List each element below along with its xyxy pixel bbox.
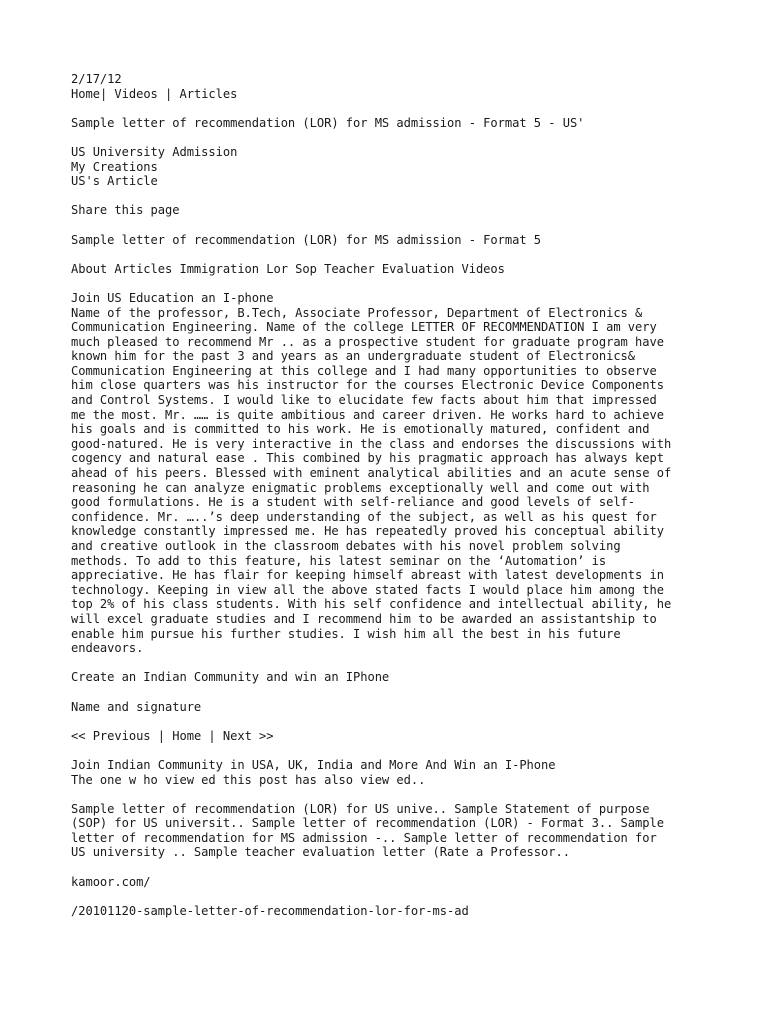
nav-separator: | — [157, 86, 180, 101]
body-line: endeavors. — [71, 641, 144, 656]
top-nav — [71, 87, 711, 102]
site-link-us-university-admission[interactable]: US University Admission — [71, 144, 238, 159]
document-page — [71, 72, 711, 918]
nav-videos-link[interactable]: Videos — [114, 86, 158, 101]
pager — [71, 729, 711, 744]
header-block — [71, 72, 711, 101]
body-line: top 2% of his class students. With his self confidence and intellectual ability, he — [71, 597, 672, 612]
footer-domain-block — [71, 875, 711, 890]
body-line: known him for the past 3 and years as an undergraduate student of Electronics& — [71, 349, 636, 364]
body-line: cogency and natural ease . This combined by his pragmatic approach has always kept — [71, 451, 664, 466]
body-line: methods. To add to this feature, his latest seminar on the ‘Automation’ is — [71, 553, 607, 568]
signature-block — [71, 700, 711, 715]
body-line: appreciative. He has flair for keeping himself abreast with latest developments in — [71, 568, 664, 583]
community-link[interactable]: Create an Indian Community and win an IPhone — [71, 670, 390, 685]
print-date: 2/17/12 — [71, 72, 122, 86]
pager-line — [71, 729, 711, 744]
body-line: reasoning he can analyze enigmatic problems exceptionally well and come out with — [71, 480, 650, 495]
footer-path: /20101120-sample-letter-of-recommendation-lor-for-ms-ad — [71, 903, 469, 918]
body-line: good formulations. He is a student with self-reliance and good levels of self- — [71, 495, 636, 510]
category-block — [71, 262, 711, 277]
category-links[interactable]: About Articles Immigration Lor Sop Teacher Evaluation Videos — [71, 261, 505, 276]
signature-label: Name and signature — [71, 699, 202, 714]
previous-link[interactable]: << Previous — [71, 728, 151, 743]
body-line: me the most. Mr. …… is quite ambitious and career driven. He works hard to achieve — [71, 407, 664, 422]
body-line: confidence. Mr. …..’s deep understanding of the subject, as well as his quest for — [71, 509, 657, 524]
share-block — [71, 203, 711, 218]
nav-articles-link[interactable]: Articles — [179, 86, 238, 101]
join-community-link[interactable]: Join Indian Community in USA, UK, India and More And Win an I-Phone — [71, 757, 556, 772]
article-title: Sample letter of recommendation (LOR) for MS admission - Format 5 — [71, 232, 542, 247]
body-line: Communication Engineering. Name of the college LETTER OF RECOMMENDATION I am very — [71, 320, 657, 335]
also-viewed-label: The one w ho view ed this post has also view ed.. — [71, 772, 426, 787]
body-line: Join US Education an I-phone — [71, 290, 274, 305]
nav-separator: | — [99, 86, 115, 101]
share-page-link[interactable]: Share this page — [71, 203, 180, 218]
site-links — [71, 145, 711, 189]
nav-home-link[interactable]: Home — [71, 86, 100, 101]
join-block — [71, 758, 711, 787]
body-line: Name of the professor, B.Tech, Associate Professor, Department of Electronics & — [71, 305, 643, 320]
body-line: will excel graduate studies and I recommend him to be awarded an assistantship to — [71, 611, 657, 626]
related-posts — [71, 802, 711, 860]
body-line: Communication Engineering at this college and I had many opportunities to observe — [71, 363, 657, 378]
footer-domain: kamoor.com/ — [71, 874, 151, 889]
body-line: his goals and is committed to his work. He is emotionally matured, confident and — [71, 422, 650, 437]
body-line: him close quarters was his instructor for the courses Electronic Device Components — [71, 378, 664, 393]
pager-separator: | — [150, 728, 173, 743]
body-line: and creative outlook in the classroom debates with his novel problem solving — [71, 539, 621, 553]
related-post-line[interactable]: letter of recommendation for MS admission -.. Sample letter of recommendation for — [71, 830, 657, 845]
page-title: Sample letter of recommendation (LOR) for MS admission - Format 5 - US' — [71, 115, 585, 130]
letter-body — [71, 291, 711, 656]
body-line: enable him pursue his further studies. I wish him all the best in his future — [71, 626, 621, 641]
next-link[interactable]: Next >> — [222, 728, 274, 743]
article-title-block — [71, 233, 711, 248]
site-link-us-article[interactable]: US's Article — [71, 174, 158, 189]
related-post-line[interactable]: Sample letter of recommendation (LOR) for US unive.. Sample Statement of purpose — [71, 801, 650, 816]
body-line: technology. Keeping in view all the above stated facts I would place him among the — [71, 582, 664, 597]
related-post-line[interactable]: (SOP) for US universit.. Sample letter of recommendation (LOR) - Format 3.. Sample — [71, 816, 664, 831]
body-line: knowledge constantly impressed me. He has repeatedly proved his conceptual ability — [71, 524, 664, 539]
site-link-my-creations[interactable]: My Creations — [71, 159, 158, 174]
body-line: good-natured. He is very interactive in the class and endorses the discussions with — [71, 436, 672, 451]
pager-home-link[interactable]: Home — [172, 728, 202, 743]
footer-path-block — [71, 904, 711, 919]
related-post-line[interactable]: US university .. Sample teacher evaluation letter (Rate a Professor.. — [71, 845, 570, 860]
page-title-block — [71, 116, 711, 131]
body-line: and Control Systems. I would like to elucidate few facts about him that impressed — [71, 393, 657, 408]
body-line: much pleased to recommend Mr .. as a prospective student for graduate program have — [71, 334, 664, 349]
body-line: ahead of his peers. Blessed with eminent analytical abilities and an acute sense of — [71, 466, 672, 481]
pager-separator: | — [201, 728, 223, 743]
community-block — [71, 670, 711, 685]
